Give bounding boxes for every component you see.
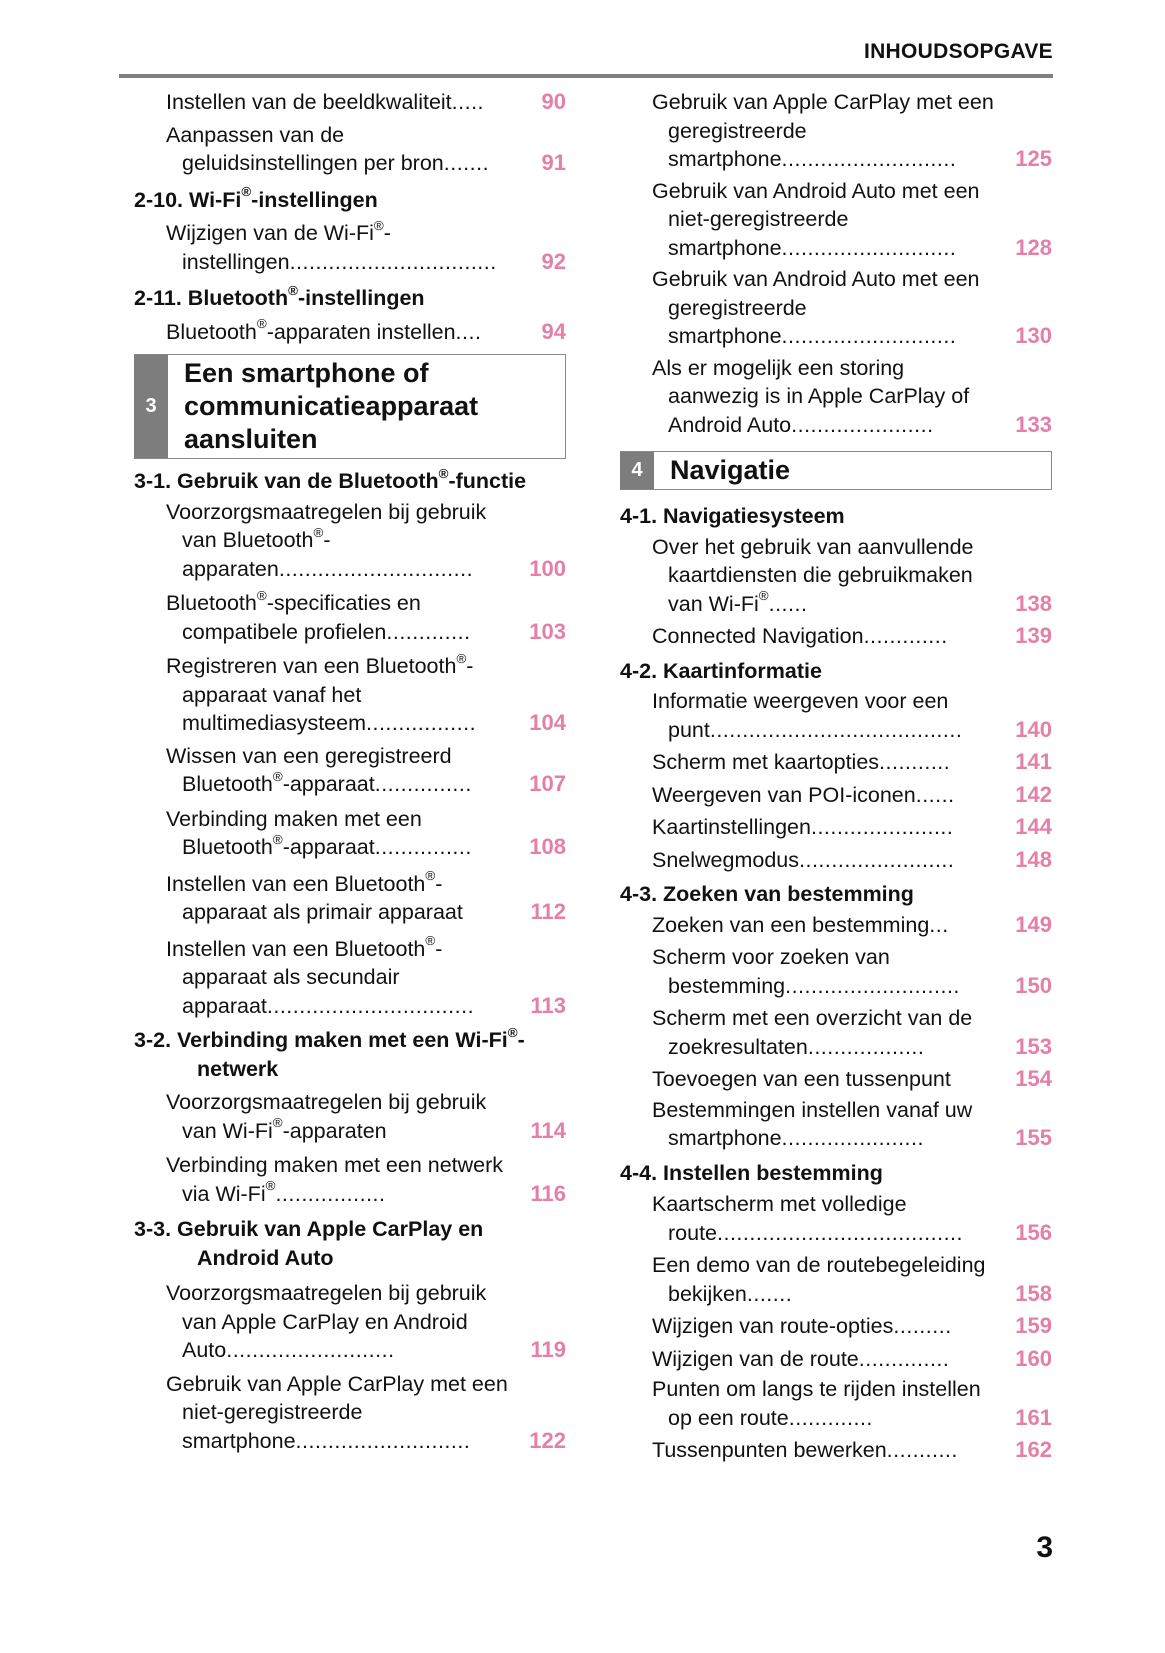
toc-leader-dots: ................................ [266,993,475,1018]
toc-entry-title [620,687,1052,744]
toc-entry[interactable] [134,1370,566,1456]
toc-entry[interactable] [134,318,566,347]
toc-entry-label: Aanpassen van de geluidsinstellingen per bron [166,122,444,175]
toc-entry-title [620,533,1052,619]
toc-entry-label: Bluetooth®-specificaties en compatibele profielen [166,587,421,644]
toc-entry-title [134,1088,566,1145]
toc-entry-title [620,1345,1052,1374]
toc-entry[interactable] [620,177,1052,263]
toc-entry-title [134,88,566,117]
toc-entry[interactable] [134,935,566,1021]
toc-page-link[interactable]: 138 [1015,590,1052,616]
toc-section-heading: 3-2. Verbinding maken met een Wi-Fi®-netwerk [134,1024,525,1081]
toc-page-link[interactable]: 125 [1015,146,1052,171]
toc-entry-title [620,1004,1052,1061]
toc-page-link[interactable]: 100 [529,555,566,581]
toc-entry-label: Gebruik van Apple CarPlay met een geregistreerde smartphone [652,90,994,171]
toc-entry-title [134,498,566,584]
toc-entry-title [620,1436,1052,1465]
toc-entry-title [134,121,566,178]
toc-leader-dots: .............. [858,1346,950,1371]
toc-leader-dots: ........................... [781,235,957,260]
toc-entry[interactable] [620,265,1052,351]
toc-entry-title [134,652,566,738]
toc-leader-dots: ....................................... [709,717,963,742]
toc-entry-label: Instellen van de beeldkwaliteit [166,90,452,114]
toc-entry-title [620,911,1052,940]
toc-page-link[interactable]: 107 [529,771,566,796]
toc-entry-label: Scherm met een overzicht van de zoekresultaten [652,1006,973,1059]
toc-entry-label: Scherm voor zoeken van bestemming [652,945,890,998]
toc-leader-dots: ...................... [810,815,954,839]
toc-page-link[interactable]: 155 [1015,1125,1052,1150]
toc-leader-dots: ............. [863,624,948,648]
toc-section-heading: 4-2. Kaartinformatie [620,658,822,683]
toc-page-link[interactable]: 160 [1015,1345,1052,1371]
toc-entry-title [620,846,1052,875]
toc-leader-dots: ........................... [295,1428,471,1453]
toc-entry[interactable] [620,1312,1052,1341]
chapter-title-line: aansluiten [184,424,318,454]
toc-page-link[interactable]: 114 [530,1117,566,1143]
toc-leader-dots: ........... [886,1438,958,1462]
toc-leader-dots: ...... [915,782,955,807]
toc-leader-dots: ................. [275,1181,386,1206]
toc-section-heading: 3-1. Gebruik van de Bluetooth®-functie [134,465,527,493]
header-divider [119,74,1053,78]
toc-leader-dots: ..... [451,90,485,114]
toc-page-link[interactable]: 149 [1015,911,1052,937]
toc-entry-label: Voorzorgsmaatregelen bij gebruik van Wi-Fi®-apparaten [166,1090,487,1143]
toc-page-link[interactable]: 92 [541,248,566,274]
toc-page-link[interactable]: 133 [1015,411,1052,437]
toc-page-link[interactable]: 159 [1015,1313,1052,1338]
toc-entry-title [134,805,566,862]
toc-section-heading: 2-10. Wi-Fi®-instellingen [134,184,378,212]
toc-page-link[interactable]: 119 [530,1337,566,1362]
toc-entry[interactable] [620,1190,1052,1247]
toc-leader-dots: ............... [374,772,472,796]
toc-entry[interactable] [620,1004,1052,1061]
toc-page-link[interactable]: 113 [530,992,566,1018]
toc-entry-label: Voorzorgsmaatregelen bij gebruik van Bluetooth®-apparaten [166,499,487,581]
toc-page-link[interactable]: 148 [1015,846,1052,872]
chapter-heading-box [620,451,1052,490]
chapter-heading-box [134,354,566,459]
toc-entry-title [620,748,1052,777]
toc-entry-label: Wijzigen van de route [652,1346,859,1371]
toc-entry[interactable] [134,1088,566,1145]
toc-entry-title [620,781,1052,810]
toc-entry[interactable] [134,870,566,927]
toc-page-link[interactable]: 108 [529,834,566,859]
toc-section-heading: 4-1. Navigatiesysteem [620,504,845,528]
toc-entry[interactable] [620,1345,1052,1374]
toc-entry-label: Connected Navigation [652,624,864,648]
toc-entry-title [620,622,1052,651]
chapter-number-tab: 4 [620,452,654,489]
toc-page-link[interactable]: 103 [529,618,566,644]
toc-page-link[interactable]: 154 [1015,1066,1052,1091]
toc-section-heading: 4-3. Zoeken van bestemming [620,882,914,906]
toc-leader-dots: ...................... [781,1126,924,1150]
chapter-title-line: Navigatie [670,455,791,485]
toc-entry-label: Instellen van een Bluetooth®-apparaat als primair apparaat [166,868,463,924]
toc-entry-label: Kaartscherm met volledige route [652,1192,907,1245]
toc-entry[interactable] [620,533,1052,619]
toc-entry-label: Wissen van een geregistreerd Bluetooth®-apparaat [166,743,452,796]
toc-column-right [620,88,1052,1465]
toc-entry-label: Bluetooth®-apparaten instellen [166,316,456,344]
toc-leader-dots: ........................... [781,147,957,171]
toc-entry-title [134,1151,566,1208]
toc-leader-dots: ........... [879,750,951,774]
toc-page-link[interactable]: 153 [1015,1033,1052,1059]
toc-page-link[interactable]: 139 [1015,623,1052,648]
toc-entry[interactable] [134,88,566,117]
toc-entry[interactable] [134,498,566,584]
toc-entry-title [134,935,566,1021]
toc-entry[interactable] [620,813,1052,842]
toc-entry-label: Gebruik van Android Auto met een geregistreerde smartphone [652,267,980,348]
toc-entry-label: Bestemmingen instellen vanaf uw smartphone [652,1097,973,1150]
toc-page-link[interactable]: 156 [1015,1219,1052,1245]
toc-leader-dots: ...................... [791,412,934,437]
toc-entry-label: Instellen van een Bluetooth®-apparaat als secundair apparaat [166,933,443,1018]
toc-page-link[interactable]: 158 [1015,1280,1052,1306]
chapter-title-line: communicatieapparaat [184,391,479,421]
toc-entry-title [620,177,1052,263]
chapter-title-line: Een smartphone of [184,358,429,388]
toc-entry-title [134,589,566,646]
toc-page-link[interactable]: 90 [541,89,566,114]
toc-page-link[interactable]: 142 [1015,781,1052,807]
toc-page-link[interactable]: 161 [1015,1404,1052,1430]
toc-leader-dots: ............. [386,619,471,644]
toc-entry[interactable] [620,1375,1052,1432]
toc-entry-label: Verbinding maken met een netwerk via Wi-Fi® [166,1153,504,1206]
toc-entry-label: Over het gebruik van aanvullende kaartdiensten die gebruikmaken van Wi-Fi® [652,534,974,616]
toc-page-link[interactable]: 112 [530,899,566,924]
toc-entry[interactable] [620,88,1052,174]
toc-entry-title [620,1312,1052,1341]
toc-entry[interactable] [620,1436,1052,1465]
toc-leader-dots: ...................................... [717,1220,964,1245]
toc-leader-dots: .... [455,319,482,344]
toc-leader-dots: .............................. [278,556,474,581]
toc-entry-label: Registreren van een Bluetooth®-apparaat vanaf het multimediasysteem [166,650,474,735]
toc-leader-dots: ....... [443,151,490,175]
toc-leader-dots: ...... [768,591,808,616]
toc-entry-label: Punten om langs te rijden instellen op een route [652,1377,981,1430]
toc-entry-title [620,943,1052,1000]
toc-leader-dots: ............. [788,1405,873,1430]
toc-entry-title [620,354,1052,440]
toc-entry-label: Gebruik van Android Auto met een niet-geregistreerde smartphone [652,178,980,260]
toc-entry[interactable] [620,622,1052,651]
toc-leader-dots: ........................ [799,847,955,872]
toc-entry-title [134,870,566,927]
toc-entry[interactable] [134,805,566,862]
toc-page-link[interactable]: 128 [1015,234,1052,260]
toc-entry-title [620,88,1052,174]
toc-page-link[interactable]: 116 [530,1180,566,1206]
toc-page-link[interactable]: 122 [529,1427,566,1453]
toc-entry-label: Voorzorgsmaatregelen bij gebruik van Apple CarPlay en Android Auto [166,1281,487,1362]
toc-entry[interactable] [620,911,1052,940]
toc-entry-title [134,219,566,276]
toc-entry[interactable] [620,354,1052,440]
toc-entry-label: Als er mogelijk een storing aanwezig is in Apple CarPlay of Android Auto [652,355,970,437]
toc-entry-label: Kaartinstellingen [652,815,811,839]
toc-leader-dots: ... [929,912,949,937]
toc-entry[interactable] [134,121,566,178]
toc-page-link[interactable]: 150 [1015,972,1052,998]
toc-entry[interactable] [620,1251,1052,1308]
chapter-number-tab: 3 [134,355,168,458]
toc-leader-dots: .......................... [226,1338,395,1362]
toc-entry[interactable] [620,687,1052,744]
chapter-title [168,355,488,458]
toc-page-link[interactable]: 162 [1015,1437,1052,1462]
toc-page-link[interactable]: 91 [541,150,566,175]
chapter-title [654,452,800,489]
toc-page-link[interactable]: 144 [1015,814,1052,839]
toc-column-left [134,88,566,1455]
toc-entry-label: Snelwegmodus [652,847,800,872]
toc-leader-dots: ............... [374,835,472,859]
toc-entry[interactable] [134,1151,566,1208]
toc-page-link[interactable]: 141 [1015,749,1052,774]
toc-entry[interactable] [134,742,566,799]
toc-page-link[interactable]: 140 [1015,716,1052,742]
toc-leader-dots: ................. [366,711,477,735]
toc-entry-title [620,1065,1052,1094]
toc-entry[interactable] [620,846,1052,875]
toc-entry-title [134,318,566,347]
toc-entry-title [620,1251,1052,1308]
toc-entry-title [620,1096,1052,1153]
toc-entry[interactable] [134,589,566,646]
toc-entry-title [134,742,566,799]
toc-leader-dots: ........................... [785,973,960,998]
toc-entry[interactable] [134,652,566,738]
toc-entry-title [620,265,1052,351]
toc-entry[interactable] [620,748,1052,777]
toc-entry[interactable] [134,1279,566,1365]
page-header-title: INHOUDSOPGAVE [863,40,1053,63]
toc-entry[interactable] [620,943,1052,1000]
toc-entry-title [620,1190,1052,1247]
toc-entry-title [620,813,1052,842]
toc-entry[interactable] [134,219,566,276]
page-number: 3 [1036,1531,1053,1564]
toc-entry-title [134,1370,566,1456]
toc-leader-dots: ......... [893,1314,952,1338]
toc-leader-dots: ....... [746,1281,793,1306]
toc-leader-dots: .................. [807,1034,925,1059]
toc-entry-title [134,1279,566,1365]
toc-entry[interactable] [620,781,1052,810]
toc-entry-label: Scherm met kaartopties [652,750,880,774]
toc-entry-label: Informatie weergeven voor een punt [652,689,949,742]
toc-page-link[interactable]: 130 [1015,323,1052,348]
toc-entry-title [620,1375,1052,1432]
toc-entry-label: Wijzigen van de Wi-Fi®-instellingen [166,217,391,274]
toc-section-heading: 4-4. Instellen bestemming [620,1160,883,1185]
toc-entry-label: Weergeven van POI-iconen [652,782,916,807]
toc-entry-label: Verbinding maken met een Bluetooth®-apparaat [166,806,422,859]
toc-page-link[interactable]: 104 [529,710,566,735]
toc-entry-label: Gebruik van Apple CarPlay met een niet-geregistreerde smartphone [166,1371,508,1453]
toc-entry-label: Toevoegen van een tussenpunt [652,1067,951,1091]
toc-entry-label: Wijzigen van route-opties [652,1314,894,1338]
toc-entry-label: Een demo van de routebegeleiding bekijken [652,1253,986,1306]
toc-entry-label: Tussenpunten bewerken [652,1438,887,1462]
toc-entry[interactable] [620,1065,1052,1094]
toc-section-heading: 2-11. Bluetooth®-instellingen [134,282,425,310]
toc-leader-dots: ........................... [781,324,957,348]
toc-entry[interactable] [620,1096,1052,1153]
toc-entry-label: Zoeken van een bestemming [652,912,930,937]
toc-leader-dots: ................................ [289,249,497,274]
toc-page-link[interactable]: 94 [541,318,566,344]
toc-section-heading: 3-3. Gebruik van Apple CarPlay en Android Auto [134,1217,484,1270]
